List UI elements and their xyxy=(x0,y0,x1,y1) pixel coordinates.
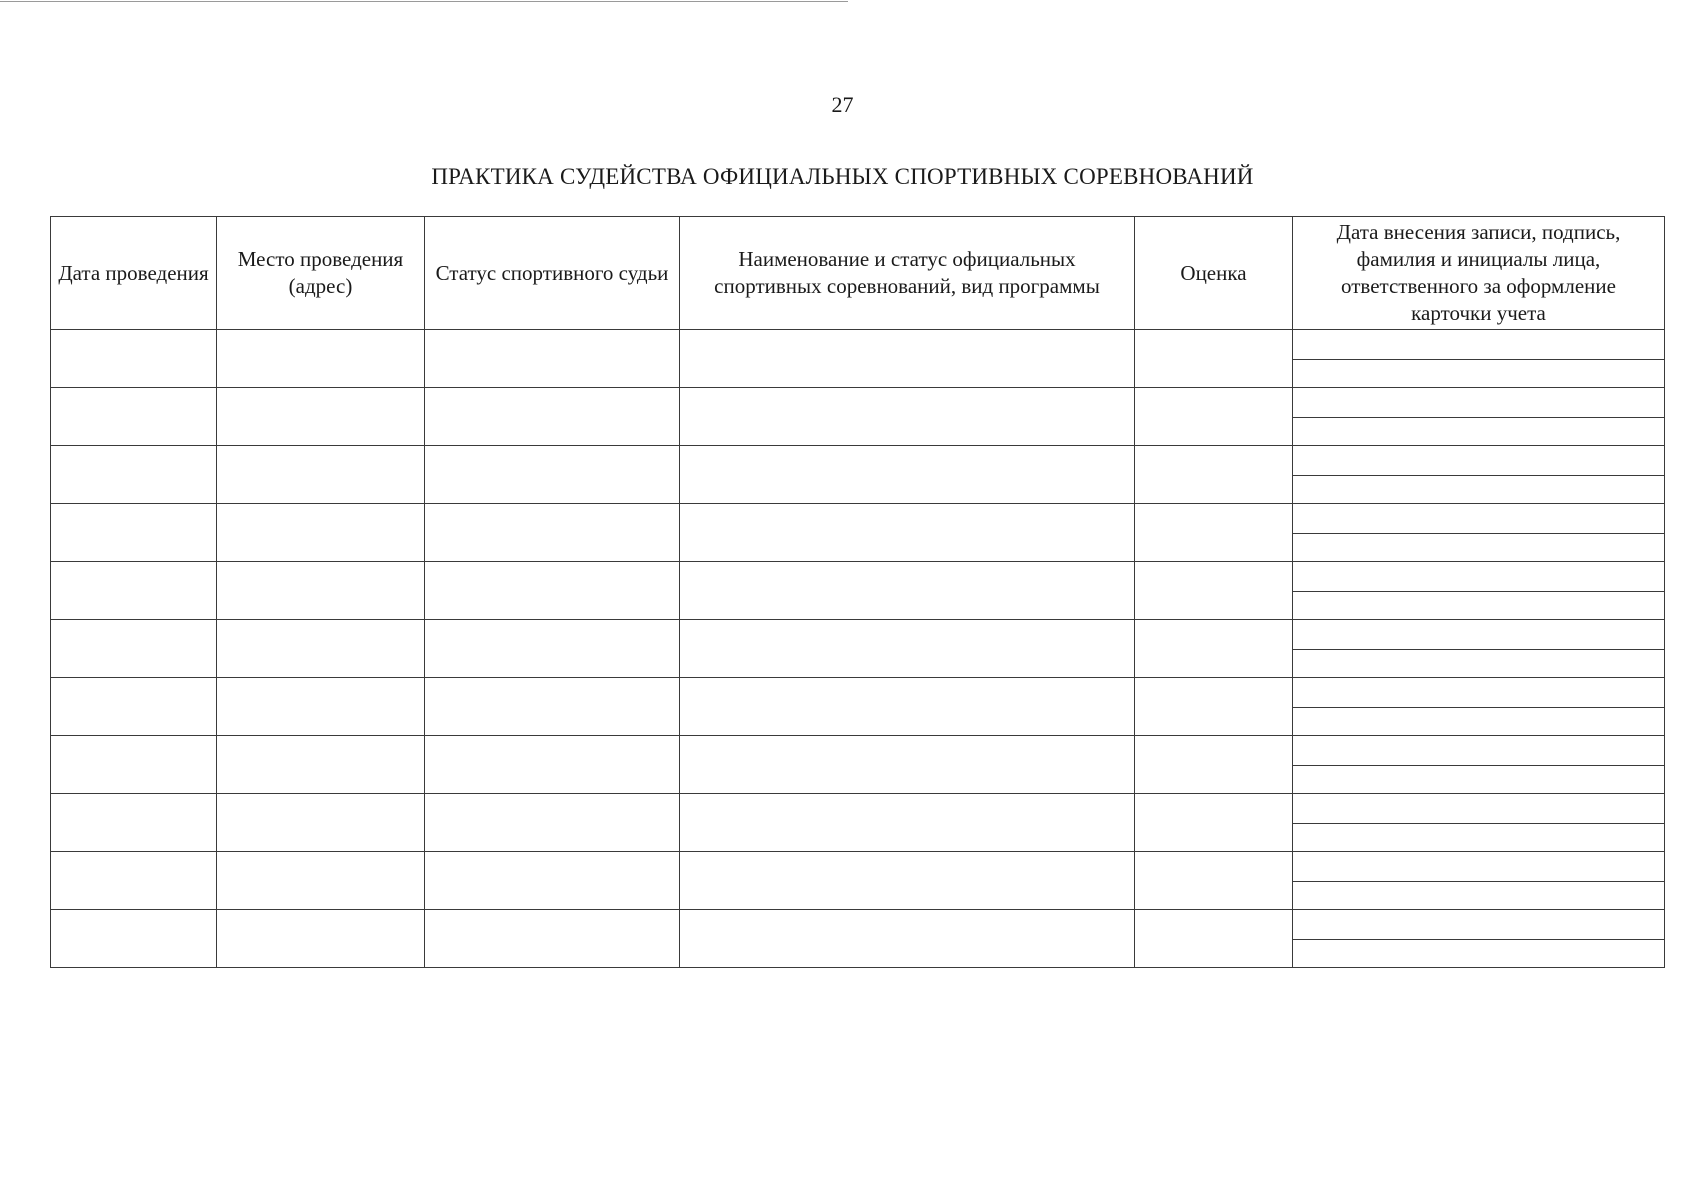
table-row xyxy=(51,388,1665,446)
signature-cell-divider xyxy=(1293,533,1664,534)
table-cell xyxy=(1293,504,1665,562)
table-cell xyxy=(51,620,217,678)
table-cell xyxy=(217,620,425,678)
table-cell xyxy=(425,620,680,678)
signature-cell-divider xyxy=(1293,591,1664,592)
table-cell xyxy=(680,388,1135,446)
table-cell xyxy=(1293,910,1665,968)
table-cell xyxy=(680,330,1135,388)
table-cell xyxy=(217,678,425,736)
table-cell xyxy=(425,388,680,446)
signature-cell-divider xyxy=(1293,765,1664,766)
table-cell xyxy=(217,794,425,852)
table-row xyxy=(51,620,1665,678)
signature-cell-divider xyxy=(1293,939,1664,940)
table-cell xyxy=(1135,852,1293,910)
table-cell xyxy=(425,852,680,910)
top-edge-rule xyxy=(0,1,848,2)
column-header-date: Дата проведения xyxy=(51,217,217,330)
table-cell xyxy=(1135,910,1293,968)
table-row xyxy=(51,794,1665,852)
table-cell xyxy=(680,852,1135,910)
table-cell xyxy=(217,852,425,910)
table-row xyxy=(51,910,1665,968)
column-header-venue: Место проведения (адрес) xyxy=(217,217,425,330)
table-cell xyxy=(51,678,217,736)
table-body xyxy=(51,330,1665,968)
signature-cell-divider xyxy=(1293,649,1664,650)
table-cell xyxy=(51,388,217,446)
table-cell xyxy=(51,910,217,968)
table-cell xyxy=(680,678,1135,736)
table-cell xyxy=(1135,678,1293,736)
table-cell xyxy=(425,736,680,794)
table-cell xyxy=(1293,736,1665,794)
table-cell xyxy=(425,504,680,562)
column-header-grade: Оценка xyxy=(1135,217,1293,330)
table-cell xyxy=(1293,678,1665,736)
table-cell xyxy=(217,562,425,620)
table-cell xyxy=(51,446,217,504)
table-cell xyxy=(51,330,217,388)
table-cell xyxy=(680,736,1135,794)
table-header-row xyxy=(51,217,1665,330)
page-number: 27 xyxy=(831,92,854,117)
table-cell xyxy=(217,446,425,504)
judging-practice-table xyxy=(50,216,1665,968)
table-cell xyxy=(1293,330,1665,388)
table-cell xyxy=(1293,562,1665,620)
signature-cell-divider xyxy=(1293,359,1664,360)
table-cell xyxy=(1293,620,1665,678)
document-title: ПРАКТИКА СУДЕЙСТВА ОФИЦИАЛЬНЫХ СПОРТИВНЫХ СОРЕВНОВАНИЙ xyxy=(431,164,1254,189)
table-cell xyxy=(425,910,680,968)
table-cell xyxy=(1293,852,1665,910)
table-cell xyxy=(680,620,1135,678)
table-cell xyxy=(1135,330,1293,388)
table-row xyxy=(51,330,1665,388)
signature-cell-divider xyxy=(1293,823,1664,824)
table-cell xyxy=(1135,562,1293,620)
table-cell xyxy=(680,446,1135,504)
table-cell xyxy=(1135,504,1293,562)
table-cell xyxy=(680,794,1135,852)
table-cell xyxy=(425,794,680,852)
table-row xyxy=(51,852,1665,910)
table-cell xyxy=(51,736,217,794)
signature-cell-divider xyxy=(1293,417,1664,418)
table-cell xyxy=(1135,736,1293,794)
table-cell xyxy=(425,330,680,388)
table-cell xyxy=(217,736,425,794)
table-cell xyxy=(217,910,425,968)
table-cell xyxy=(425,678,680,736)
table-cell xyxy=(1293,446,1665,504)
column-header-entry-signature: Дата внесения записи, подпись, фамилия и инициалы лица, ответственного за оформление карточки учета xyxy=(1293,217,1665,330)
table-cell xyxy=(680,910,1135,968)
table-cell xyxy=(51,562,217,620)
table-cell xyxy=(217,504,425,562)
signature-cell-divider xyxy=(1293,707,1664,708)
table-cell xyxy=(1293,388,1665,446)
table-cell xyxy=(51,504,217,562)
table-row xyxy=(51,562,1665,620)
signature-cell-divider xyxy=(1293,475,1664,476)
table-cell xyxy=(1135,446,1293,504)
table-cell xyxy=(217,388,425,446)
table-cell xyxy=(51,852,217,910)
table-cell xyxy=(680,562,1135,620)
column-header-referee-status: Статус спортивного судьи xyxy=(425,217,680,330)
table-cell xyxy=(1135,620,1293,678)
table-row xyxy=(51,446,1665,504)
table-row xyxy=(51,678,1665,736)
table-cell xyxy=(425,446,680,504)
table-row xyxy=(51,504,1665,562)
table-cell xyxy=(1135,794,1293,852)
table-cell xyxy=(217,330,425,388)
table-cell xyxy=(51,794,217,852)
column-header-competition-name: Наименование и статус официальных спортивных соревнований, вид программы xyxy=(680,217,1135,330)
table-cell xyxy=(425,562,680,620)
table-cell xyxy=(680,504,1135,562)
table-row xyxy=(51,736,1665,794)
table-cell xyxy=(1135,388,1293,446)
table-cell xyxy=(1293,794,1665,852)
signature-cell-divider xyxy=(1293,881,1664,882)
